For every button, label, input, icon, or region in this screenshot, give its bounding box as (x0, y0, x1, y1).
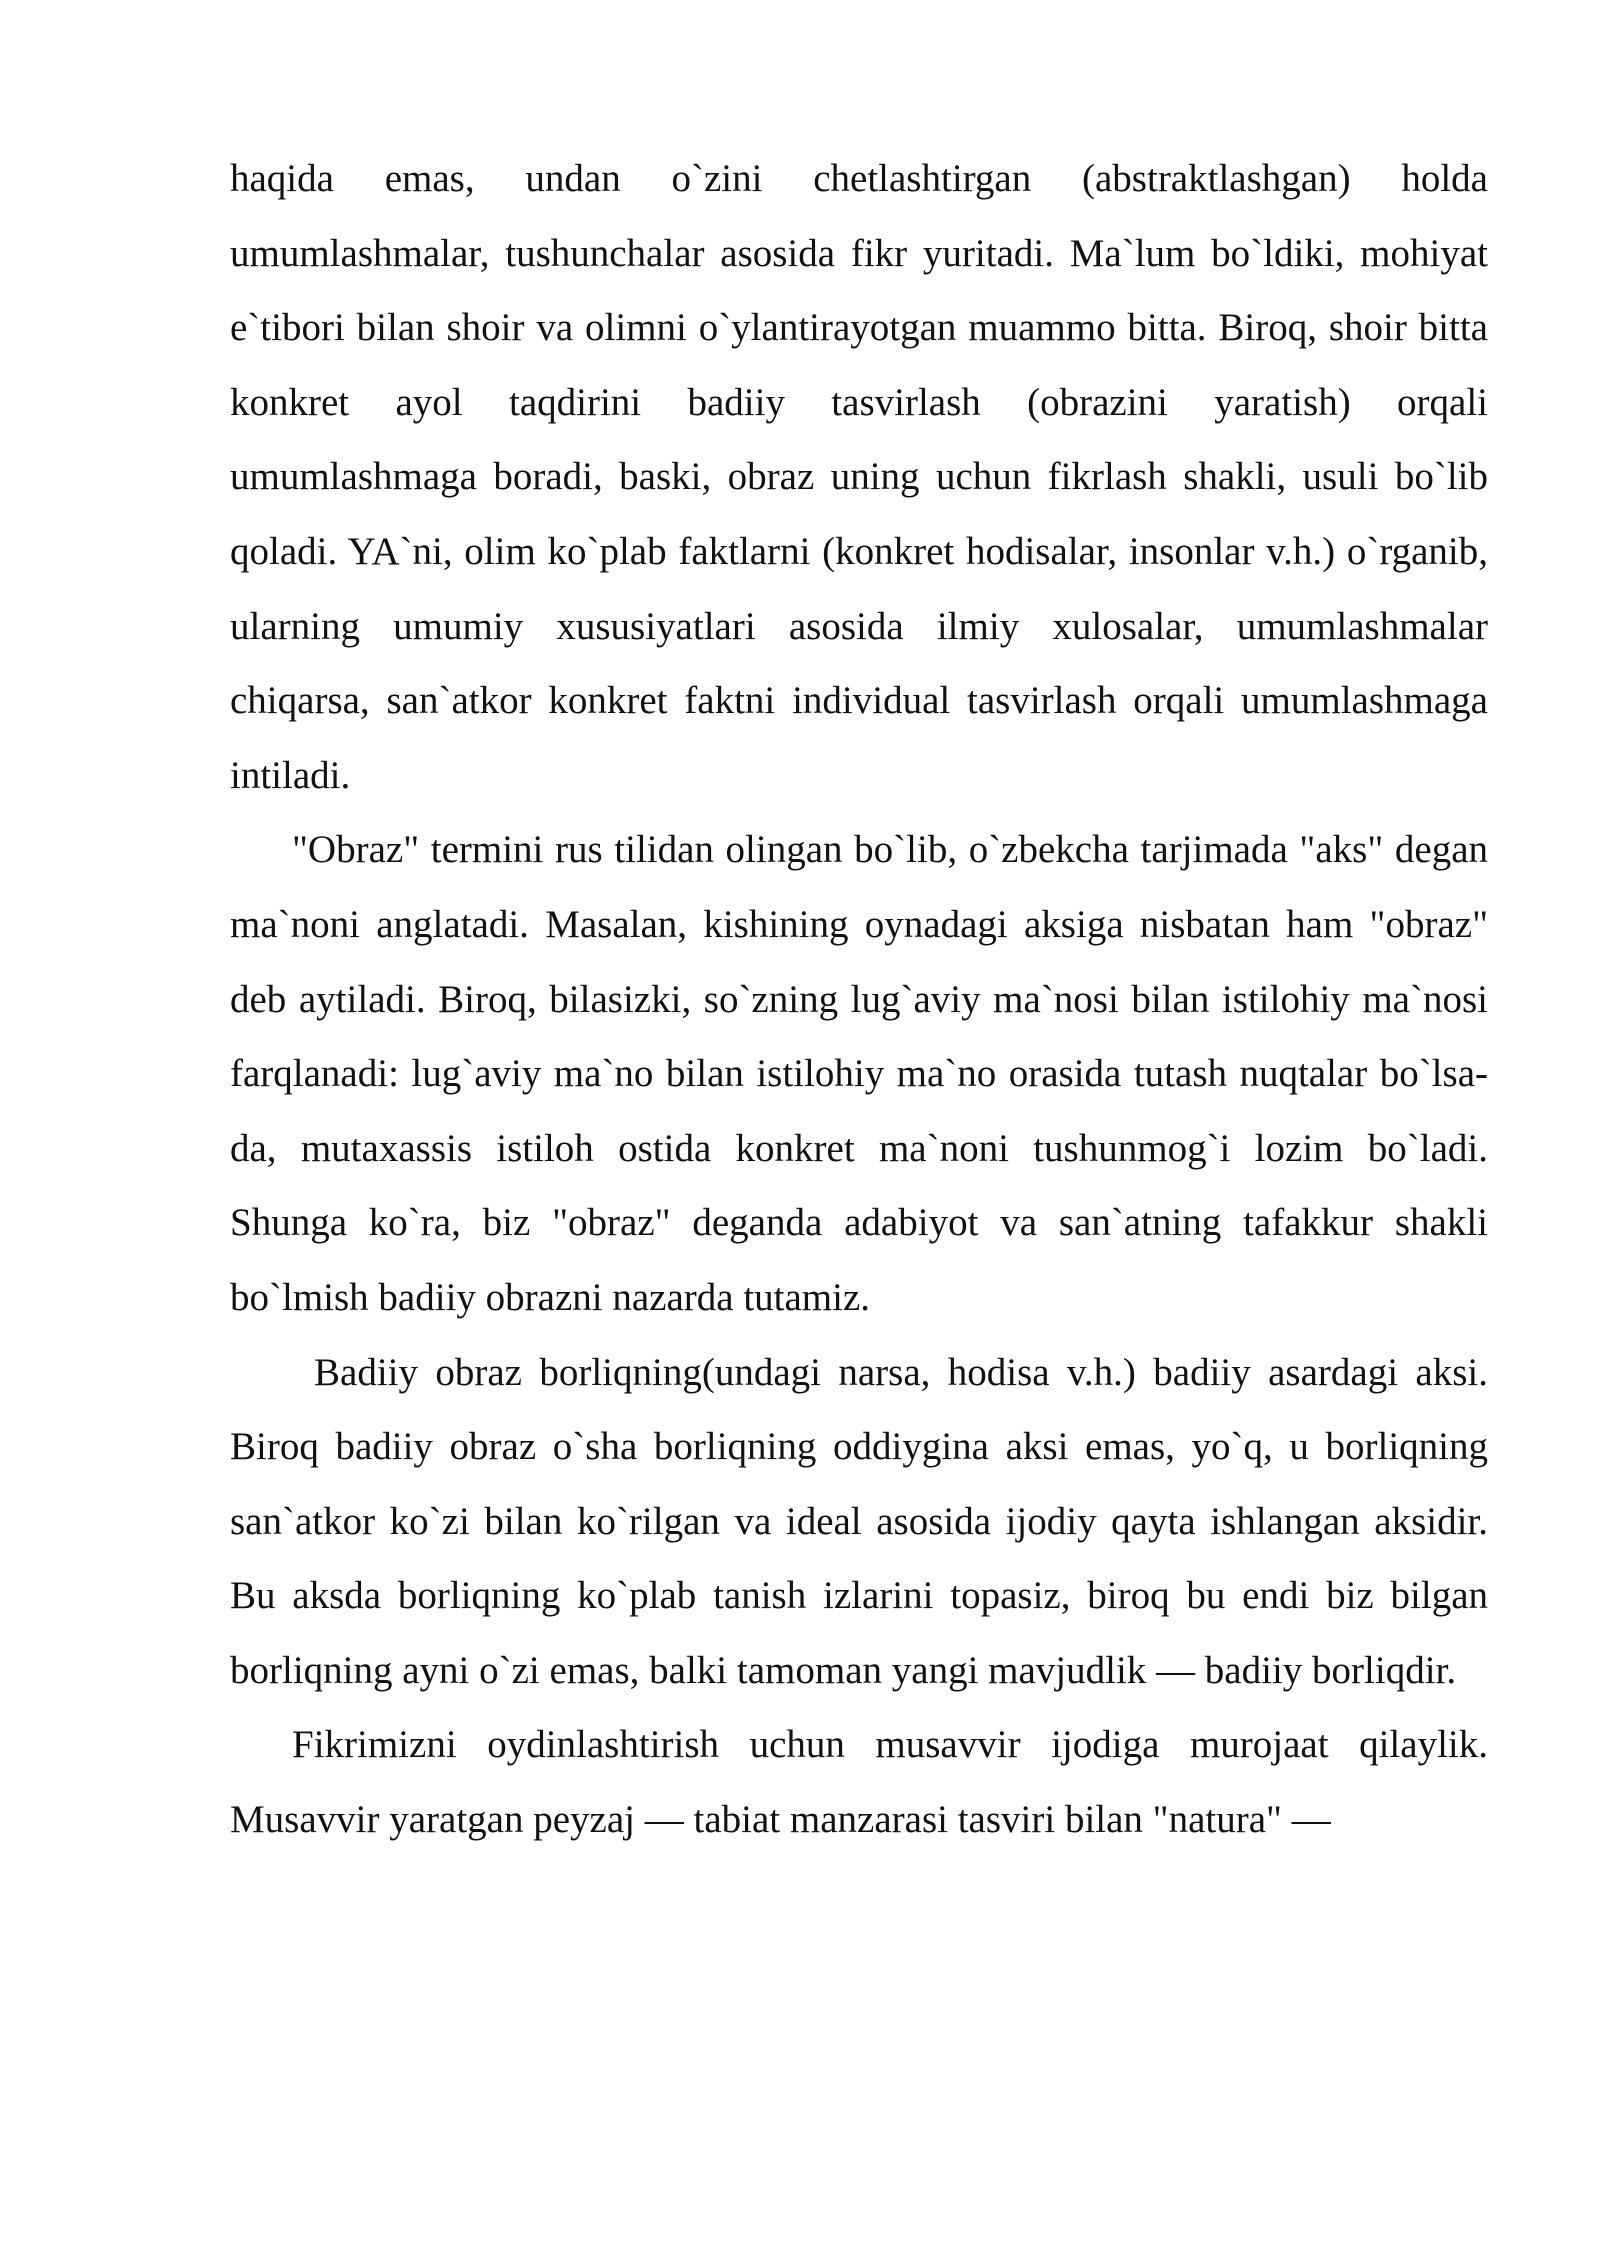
paragraph-2: "Obraz" termini rus tilidan olingan bo`lib, o`zbekcha tarjimada "aks" degan ma`noni anglatadi. Masalan, kishining oynadagi aksiga nisbatan ham "obraz" deb aytiladi. Biroq, bilasizki, so`zning lug`aviy ma`nosi bilan istilohiy ma`nosi farqlanadi: lug`aviy ma`no bilan istilohiy ma`no orasida tutash nuqtalar bo`lsa-da, mutaxassis istiloh ostida konkret ma`noni tushunmog`i lozim bo`ladi. Shunga ko`ra, biz "obraz" deganda adabiyot va san`atning tafakkur shakli bo`lmish badiiy obrazni nazarda tutamiz. (230, 828, 1488, 1319)
paragraph-1: haqida emas, undan o`zini chetlashtirgan (abstraktlashgan) holda umumlashmalar, tushunchalar asosida fikr yuritadi. Ma`lum bo`ldiki, mohiyat e`tibori bilan shoir va olimni o`ylantirayotgan muammo bitta. Biroq, shoir bitta konkret ayol taqdirini badiiy tasvirlash (obrazini yaratish) orqali umumlashmaga boradi, baski, obraz uning uchun fikrlash shakli, usuli bo`lib qoladi. YA`ni, olim ko`plab faktlarni (konkret hodisalar, insonlar v.h.) o`rganib, ularning umumiy xususiyatlari asosida ilmiy xulosalar, umumlashmalar chiqarsa, san`atkor konkret faktni individual tasvirlash orqali umumlashmaga intiladi. (230, 157, 1488, 797)
paragraph-4: Fikrimizni oydinlashtirish uchun musavvir ijodiga murojaat qilaylik. Musavvir yaratgan peyzaj — tabiat manzarasi tasviri bilan "natura" — (230, 1723, 1488, 1842)
document-body (230, 142, 1488, 1858)
paragraph-3: Badiiy obraz borliqning(undagi narsa, hodisa v.h.) badiiy asardagi aksi. Biroq badiiy obraz o`sha borliqning oddiygina aksi emas, yo`q, u borliqning san`atkor ko`zi bilan ko`rilgan va ideal asosida ijodiy qayta ishlangan aksidir. Bu aksda borliqning ko`plab tanish izlarini topasiz, biroq bu endi biz bilgan borliqning ayni o`zi emas, balki tamoman yangi mavjudlik — badiiy borliqdir. (230, 1350, 1488, 1692)
